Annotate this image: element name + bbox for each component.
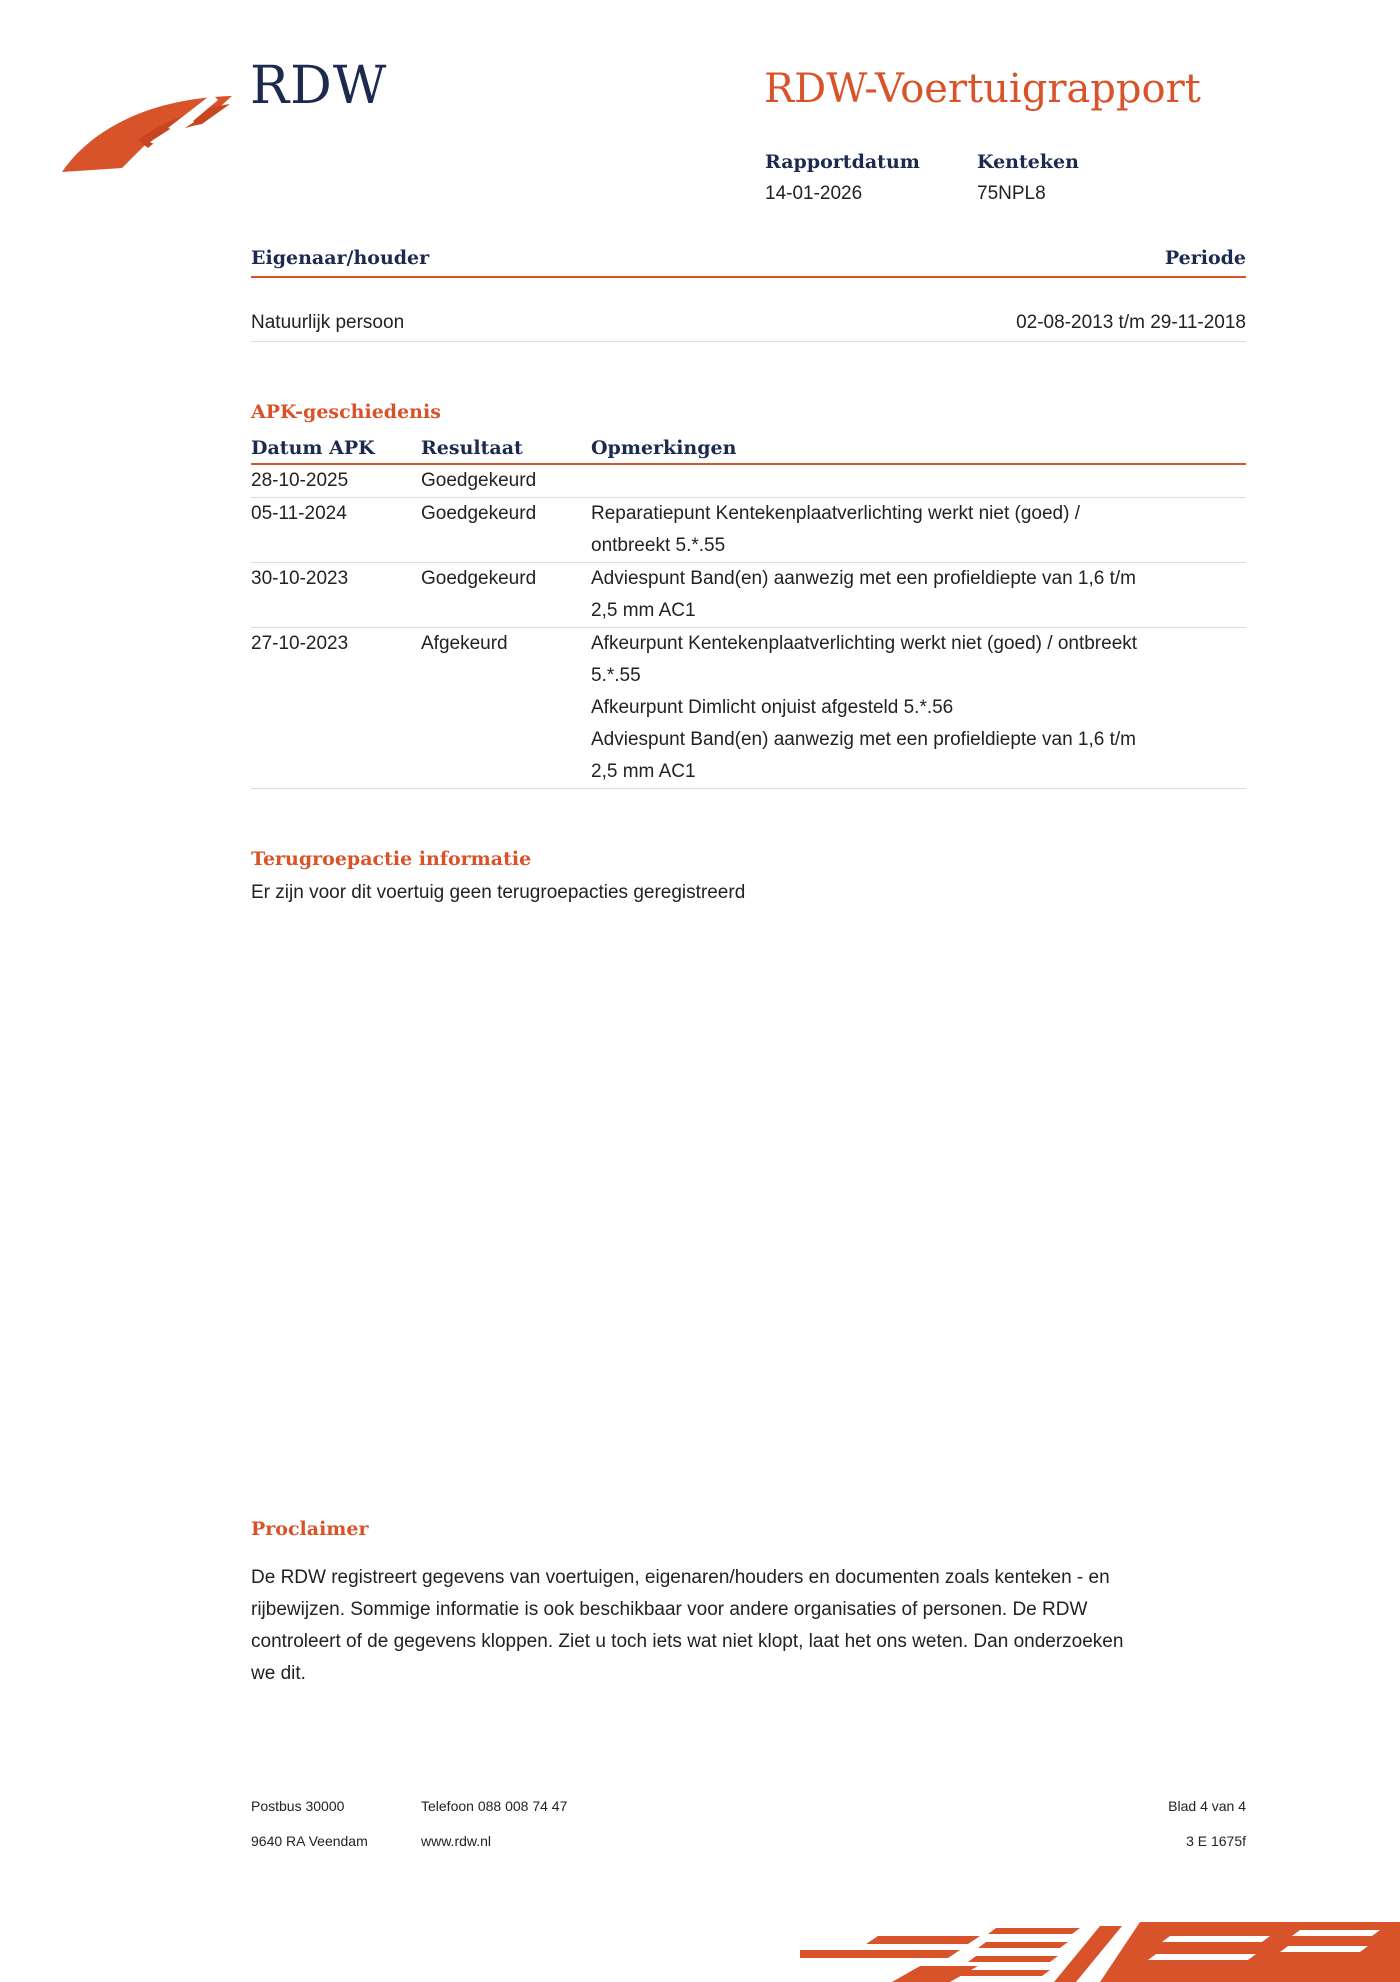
footer-phone: Telefoon 088 008 74 47 xyxy=(421,1798,568,1814)
apk-remark-line: ontbreekt 5.*.55 xyxy=(591,535,726,556)
apk-remark-line: 2,5 mm AC1 xyxy=(591,761,696,782)
apk-row xyxy=(251,464,1246,498)
decorative-stripes-icon xyxy=(800,1906,1400,1982)
plate-value: 75NPL8 xyxy=(977,183,1046,204)
proclaimer-line: we dit. xyxy=(251,1663,306,1684)
report-title: RDW-Voertuigrapport xyxy=(764,66,1201,112)
col-date: Datum APK xyxy=(251,431,421,464)
apk-remarks xyxy=(591,498,1246,563)
apk-body xyxy=(251,464,1246,789)
apk-result: Afgekeurd xyxy=(421,628,591,789)
owner-header: Eigenaar/houder xyxy=(251,247,430,269)
proclaimer-line: rijbewijzen. Sommige informatie is ook beschikbaar voor andere organisaties of personen. De RDW xyxy=(251,1599,1088,1620)
apk-date: 30-10-2023 xyxy=(251,563,421,628)
apk-remark-line: Afkeurpunt Kentekenplaatverlichting werkt niet (goed) / ontbreekt xyxy=(591,633,1138,654)
apk-row xyxy=(251,563,1246,628)
footer-city: 9640 RA Veendam xyxy=(251,1833,368,1849)
apk-remark-line: Afkeurpunt Dimlicht onjuist afgesteld 5.*.56 xyxy=(591,697,954,718)
apk-remark-line: Reparatiepunt Kentekenplaatverlichting werkt niet (goed) / xyxy=(591,503,1081,524)
apk-result: Goedgekeurd xyxy=(421,563,591,628)
proclaimer-line: De RDW registreert gegevens van voertuigen, eigenaren/houders en documenten zoals kenteken - en xyxy=(251,1567,1110,1588)
footer-code: 3 E 1675f xyxy=(1186,1833,1246,1849)
apk-title: APK-geschiedenis xyxy=(251,401,441,423)
proclaimer-title: Proclaimer xyxy=(251,1518,369,1540)
apk-result: Goedgekeurd xyxy=(421,464,591,498)
footer-postbus: Postbus 30000 xyxy=(251,1798,345,1814)
apk-date: 27-10-2023 xyxy=(251,628,421,789)
owner-type: Natuurlijk persoon xyxy=(251,312,405,333)
recall-title: Terugroepactie informatie xyxy=(251,848,532,870)
apk-row xyxy=(251,628,1246,789)
period-header: Periode xyxy=(1164,247,1246,269)
owner-header-rule xyxy=(251,276,1246,278)
apk-header-row xyxy=(251,431,1246,464)
rdw-logo-icon xyxy=(62,88,234,180)
apk-remarks xyxy=(591,563,1246,628)
apk-remarks xyxy=(591,628,1246,789)
apk-remark-line: 2,5 mm AC1 xyxy=(591,600,696,621)
apk-remark-line: 5.*.55 xyxy=(591,665,641,686)
apk-result: Goedgekeurd xyxy=(421,498,591,563)
recall-text: Er zijn voor dit voertuig geen terugroepacties geregistreerd xyxy=(251,882,746,903)
report-date-value: 14-01-2026 xyxy=(765,183,863,204)
logo-text: RDW xyxy=(250,56,388,116)
apk-row xyxy=(251,498,1246,563)
col-remarks: Opmerkingen xyxy=(591,431,1246,464)
owner-row-rule xyxy=(251,341,1246,342)
apk-date: 28-10-2025 xyxy=(251,464,421,498)
apk-date: 05-11-2024 xyxy=(251,498,421,563)
proclaimer-text xyxy=(251,1562,1123,1690)
apk-remark-line: Adviespunt Band(en) aanwezig met een profieldiepte van 1,6 t/m xyxy=(591,729,1136,750)
proclaimer-line: controleert of de gegevens kloppen. Ziet u toch iets wat niet klopt, laat het ons weten. Dan onderzoeken xyxy=(251,1631,1124,1652)
apk-remark-line: Adviespunt Band(en) aanwezig met een profieldiepte van 1,6 t/m xyxy=(591,568,1136,589)
report-date-label: Rapportdatum xyxy=(765,151,920,173)
footer-web[interactable]: www.rdw.nl xyxy=(421,1833,492,1849)
apk-table xyxy=(251,431,1246,789)
footer-page: Blad 4 van 4 xyxy=(1168,1798,1246,1814)
owner-period: 02-08-2013 t/m 29-11-2018 xyxy=(1016,312,1246,333)
apk-remarks xyxy=(591,464,1246,498)
plate-label: Kenteken xyxy=(977,151,1079,173)
col-result: Resultaat xyxy=(421,431,591,464)
